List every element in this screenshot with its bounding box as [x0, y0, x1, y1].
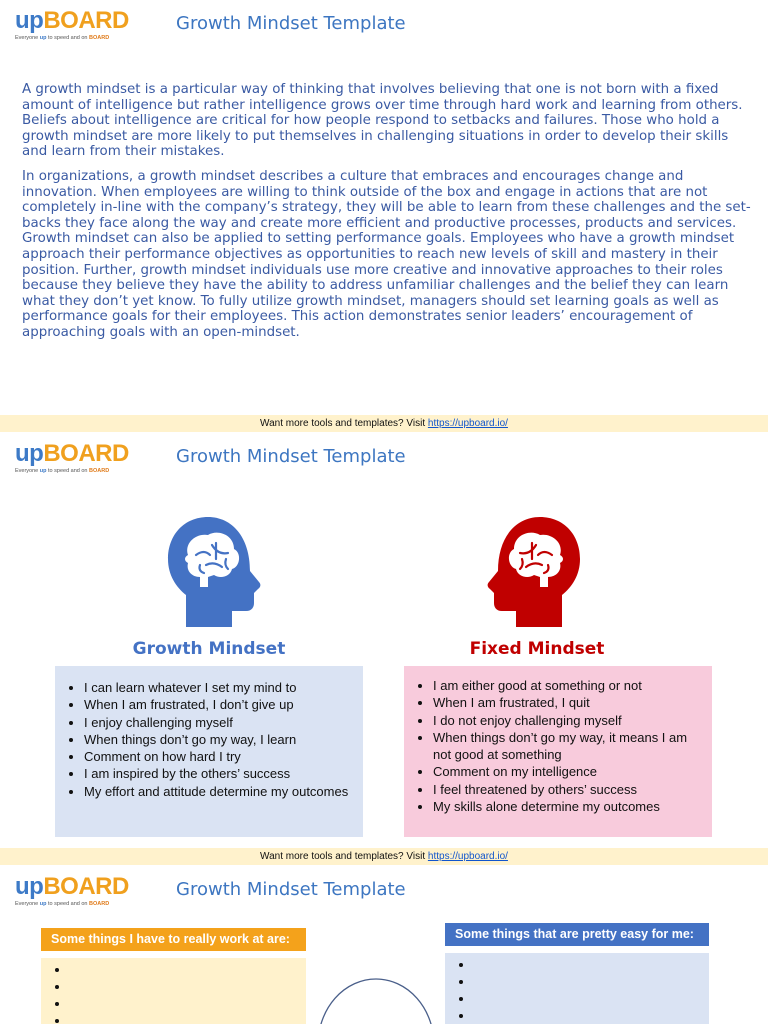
- footer-banner: Want more tools and templates? Visit https://upboard.io/: [0, 848, 768, 865]
- hard-things-label: Some things I have to really work at are:: [41, 928, 306, 951]
- logo-tagline: Everyone up to speed and on BOARD: [15, 468, 110, 474]
- upboard-logo: upBOARD Everyone up to speed and on BOARD: [15, 875, 145, 907]
- upboard-link[interactable]: https://upboard.io/: [427, 418, 508, 429]
- list-item: • I can learn whatever I set my mind to: [84, 679, 363, 696]
- intro-paragraph-2: In organizations, a growth mindset describes a culture that embraces and encourages change and innovation. When employees are willing to think outside of the box and engage in actions that are not completely in-line with the company’s strategy, they will be able to learn from these challenges and the set-backs they face along the way and create more efficient and productive processes, products and services. Growth mindset can also be applied to setting performance goals. Employees who have a growth mindset approach their performance objectives as opportunities to reach new levels of skill and mastery in their position. Further, growth mindset individuals use more creative and innovative approaches to their roles because they believe they have the ability to address unfamiliar challenges and the belief they can learn what they don’t yet know. To fully utilize growth mindset, managers should set learning goals as well as performance goals for their employees. This action demonstrates senior leaders’ encouragement of approaching goals with an open-mindset.: [22, 168, 751, 340]
- list-item: • My effort and attitude determine my outcomes: [84, 783, 363, 800]
- list-item[interactable]: [70, 995, 306, 1012]
- brain-head-icon-red: [486, 515, 582, 629]
- fixed-mindset-box: [404, 666, 712, 837]
- list-item: • I do not enjoy challenging myself: [433, 712, 696, 729]
- list-item[interactable]: [474, 956, 709, 973]
- page-title: Growth Mindset Template: [176, 879, 406, 900]
- page-title: Growth Mindset Template: [176, 13, 406, 34]
- upboard-logo: upBOARD Everyone up to speed and on BOARD: [15, 9, 145, 41]
- easy-things-list: [445, 956, 709, 1024]
- intro-text: [22, 82, 752, 350]
- list-item[interactable]: [474, 1007, 709, 1024]
- list-item[interactable]: [474, 973, 709, 990]
- upboard-logo: upBOARD Everyone up to speed and on BOARD: [15, 442, 145, 474]
- logo-tagline: Everyone up to speed and on BOARD: [15, 901, 110, 907]
- footer-banner: Want more tools and templates? Visit https://upboard.io/: [0, 415, 768, 432]
- intro-paragraph-1: A growth mindset is a particular way of thinking that involves believing that one is not born with a fixed amount of intelligence but rather intelligence grows over time through hard work and learning from others. Beliefs about intelligence are critical for how people respond to setbacks and failures. Those who hold a growth mindset are more likely to put themselves in challenging situations in order to develop their skills and learn from their mistakes.: [22, 82, 743, 160]
- growth-mindset-list: [55, 679, 363, 800]
- easy-things-box: [445, 953, 709, 1024]
- list-item[interactable]: [70, 1012, 306, 1029]
- hard-things-list: [41, 961, 306, 1029]
- page-title: Growth Mindset Template: [176, 446, 406, 467]
- list-item[interactable]: [474, 990, 709, 1007]
- center-oval-shape: [312, 975, 440, 1024]
- brain-head-icon: [166, 515, 262, 629]
- logo-tagline: Everyone up to speed and on BOARD: [15, 35, 110, 41]
- list-item: • My skills alone determine my outcomes: [433, 798, 696, 815]
- easy-things-label: Some things that are pretty easy for me:: [445, 923, 709, 946]
- list-item[interactable]: [70, 961, 306, 978]
- list-item: • I am inspired by the others’ success: [84, 765, 363, 782]
- list-item: • I feel threatened by others’ success: [433, 781, 696, 798]
- list-item: • When I am frustrated, I quit: [433, 694, 696, 711]
- list-item[interactable]: [70, 978, 306, 995]
- list-item: • When I am frustrated, I don’t give up: [84, 696, 363, 713]
- list-item: • Comment on how hard I try: [84, 748, 363, 765]
- list-item: • I am either good at something or not: [433, 677, 696, 694]
- list-item: • When things don’t go my way, it means I am not good at something: [433, 729, 696, 764]
- hard-things-box: [41, 958, 306, 1024]
- upboard-link[interactable]: https://upboard.io/: [427, 851, 508, 862]
- fixed-mindset-heading: Fixed Mindset: [469, 639, 605, 659]
- growth-mindset-box: [55, 666, 363, 837]
- growth-mindset-heading: Growth Mindset: [132, 639, 286, 659]
- list-item: • I enjoy challenging myself: [84, 714, 363, 731]
- list-item: • When things don’t go my way, I learn: [84, 731, 363, 748]
- fixed-mindset-list: [404, 677, 712, 815]
- list-item: • Comment on my intelligence: [433, 763, 696, 780]
